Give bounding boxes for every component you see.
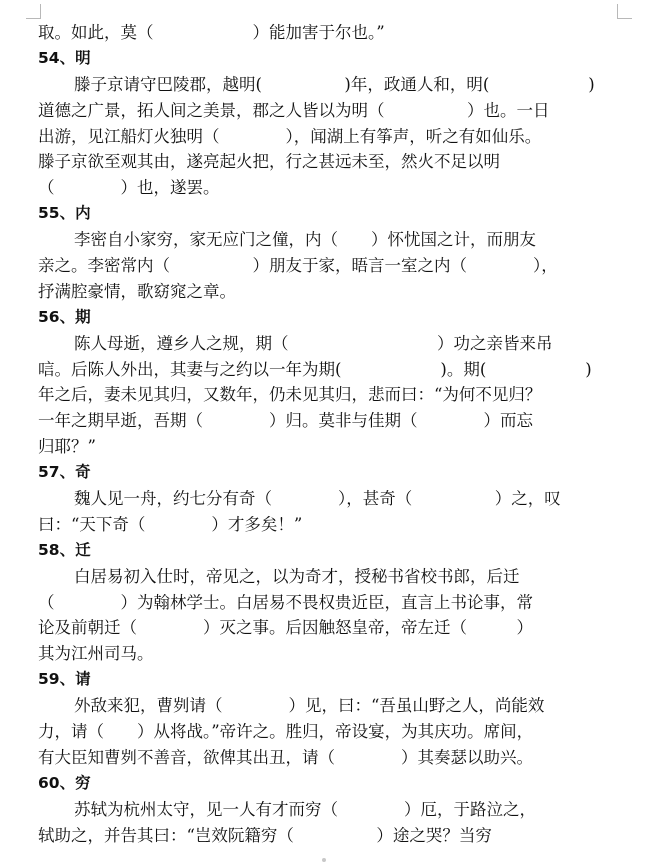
text-line: 归耶？” — [38, 437, 96, 457]
section-heading: 60、穷 — [38, 773, 91, 792]
text-line: 年之后，妻未见其归，又数年，仍未见其归，悲而曰：“为何不见归？ — [38, 385, 542, 405]
text-line: 滕子京欲至观其由，遂亮起火把，行之甚远未至，然火不足以明 — [38, 152, 500, 172]
section-heading: 55、内 — [38, 204, 91, 223]
text-line: 抒满腔豪情，歌窈窕之章。 — [38, 281, 236, 301]
section-heading: 57、奇 — [38, 463, 91, 482]
text-line: 力，请（ ）从将战。”帝许之。胜归，帝设宴，为其庆功。席间， — [38, 722, 534, 742]
text-line: 一年之期早逝，吾期（ ）归。莫非与佳期（ ）而忘 — [38, 411, 533, 431]
text-line: 白居易初入仕时，帝见之，以为奇才，授秘书省校书郎，后迁 — [74, 566, 520, 586]
page-corner-mark-right — [617, 4, 632, 19]
text-line: 轼助之，并告其曰：“岂效阮籍穷（ ）途之哭？当穷 — [38, 825, 492, 845]
text-line: 外敌来犯，曹刿请（ ）见，曰：“吾虽山野之人，尚能效 — [74, 696, 545, 716]
section-heading: 59、请 — [38, 670, 91, 689]
text-line: 苏轼为杭州太守，见一人有才而穷（ ）厄，于路泣之， — [74, 799, 536, 819]
text-line: 魏人见一舟，约七分有奇（ ），甚奇（ ）之，叹 — [74, 489, 561, 509]
text-line: （ ）为翰林学士。白居易不畏权贵近臣，直言上书论事，常 — [38, 592, 533, 612]
text-line: 其为江州司马。 — [38, 644, 154, 664]
text-line: 有大臣知曹刿不善音，欲俾其出丑，请（ ）其奏瑟以助兴。 — [38, 747, 533, 767]
text-line: 亲之。李密常内（ ）朋友于家，晤言一室之内（ ）， — [38, 256, 558, 276]
text-line: 出游，见江船灯火独明（ ），闻湖上有筝声，听之有如仙乐。 — [38, 126, 542, 146]
text-line: 曰：“天下奇（ ）才多矣！” — [38, 514, 303, 534]
section-heading: 54、明 — [38, 48, 91, 67]
page-corner-mark-left — [26, 4, 41, 19]
text-line: 陈人母逝，遵乡人之规，期（ ）功之亲皆来吊 — [74, 333, 553, 353]
section-heading: 56、期 — [38, 307, 91, 326]
document-page — [38, 20, 618, 849]
text-line: 唁。后陈人外出，其妻与之约以一年为期( )。期( ) — [38, 359, 592, 379]
text-line: （ ）也，遂罢。 — [38, 178, 220, 198]
text-line: 道德之广景，拓人间之美景，郡之人皆以为明（ ）也。一日 — [38, 100, 550, 120]
text-line: 李密自小家穷，家无应门之僮，内（ ）怀忧国之计，而朋友 — [74, 230, 536, 250]
page-bottom-mark — [322, 858, 326, 862]
section-heading: 58、迁 — [38, 540, 91, 559]
text-line: 论及前朝迁（ ）灭之事。后因触怒皇帝，帝左迁（ ） — [38, 618, 533, 638]
text-line: 取。如此，莫（ ）能加害于尔也。” — [38, 23, 385, 42]
text-line: 滕子京请守巴陵郡，越明( )年，政通人和，明( ) — [74, 74, 595, 94]
